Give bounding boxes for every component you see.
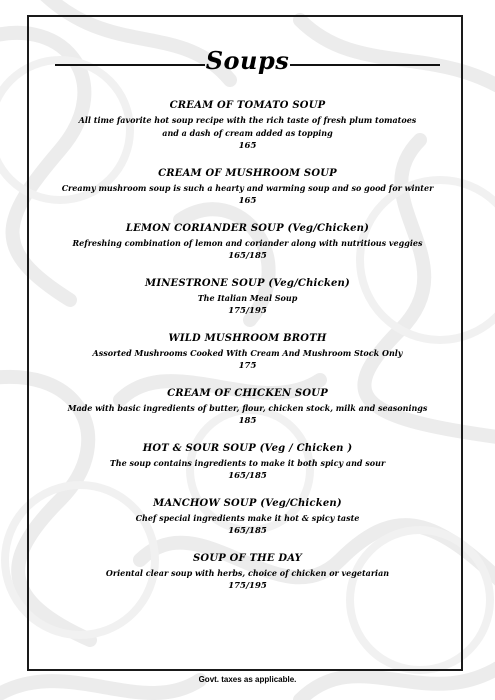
menu-item-description: All time favorite hot soup recipe with the rich taste of fresh plum tomatoes	[78, 115, 417, 125]
menu-item-price: 165/185	[228, 526, 267, 536]
menu-item	[40, 223, 455, 262]
menu-item-price: 175/195	[228, 581, 267, 591]
menu-item-name: HOT & SOUR SOUP (Veg / Chicken )	[142, 443, 353, 454]
menu-item-name: MINESTRONE SOUP (Veg/Chicken)	[145, 278, 350, 289]
menu-item	[40, 388, 455, 427]
menu-item-price: 185	[238, 416, 257, 426]
menu-item	[40, 553, 455, 592]
menu-item-name: CREAM OF CHICKEN SOUP	[167, 388, 328, 399]
menu-item-price: 165	[238, 196, 257, 206]
menu-item-description: Assorted Mushrooms Cooked With Cream And Mushroom Stock Only	[92, 348, 403, 358]
menu-item-description: Made with basic ingredients of butter, flour, chicken stock, milk and seasonings	[67, 403, 428, 413]
menu-item-description: The Italian Meal Soup	[197, 293, 298, 303]
menu-item-name: CREAM OF MUSHROOM SOUP	[158, 168, 337, 179]
menu-item	[40, 443, 455, 482]
menu-item-description: Creamy mushroom soup is such a hearty and warming soup and so good for winter	[61, 183, 434, 193]
menu-item-description: The soup contains ingredients to make it both spicy and sour	[109, 458, 386, 468]
menu-item-description: and a dash of cream added as topping	[162, 128, 333, 138]
menu-item-description: Refreshing combination of lemon and coriander along with nutritious veggies	[72, 238, 423, 248]
menu-item	[40, 333, 455, 372]
menu-item	[40, 100, 455, 152]
menu-item-price: 175	[238, 361, 257, 371]
menu-item-price: 165	[238, 141, 257, 151]
menu-item-name: LEMON CORIANDER SOUP (Veg/Chicken)	[125, 223, 370, 234]
menu-item	[40, 168, 455, 207]
menu-item-name: WILD MUSHROOM BROTH	[168, 333, 327, 344]
menu-item-description: Chef special ingredients make it hot & spicy taste	[135, 513, 360, 523]
menu-item-description: Oriental clear soup with herbs, choice of chicken or vegetarian	[105, 568, 390, 578]
menu-item-name: MANCHOW SOUP (Veg/Chicken)	[153, 498, 342, 509]
menu-item-name: CREAM OF TOMATO SOUP	[169, 100, 326, 111]
menu-item-price: 175/195	[228, 306, 267, 316]
menu-item-price: 165/185	[228, 471, 267, 481]
menu-item-price: 165/185	[228, 251, 267, 261]
menu-item-name: SOUP OF THE DAY	[192, 553, 302, 564]
menu-header	[0, 44, 495, 84]
menu-item-list	[40, 100, 455, 608]
page-title: Soups	[205, 46, 290, 75]
title-divider-right	[290, 64, 440, 66]
tax-footnote: Govt. taxes as applicable.	[198, 675, 297, 684]
menu-item	[40, 498, 455, 537]
menu-item	[40, 278, 455, 317]
